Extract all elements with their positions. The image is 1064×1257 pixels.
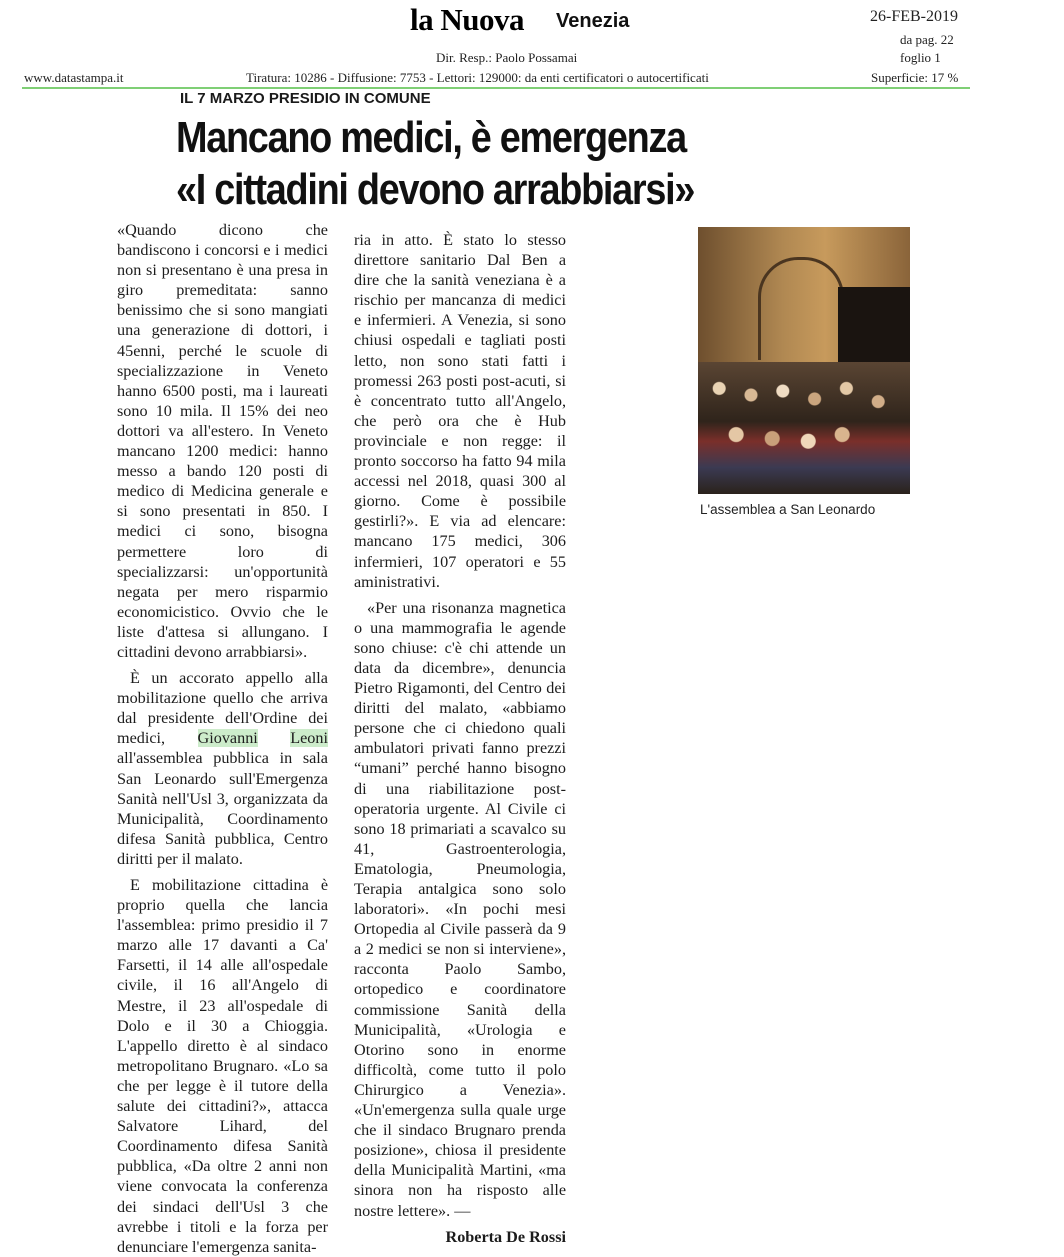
paragraph bbox=[117, 668, 328, 869]
photo-caption: L'assemblea a San Leonardo bbox=[700, 502, 876, 517]
text-run: all'assemblea pubblica in sala San Leonardo sull'Emergenza Sanità nell'Usl 3, organizzata da Municipalità, Coordinamento difesa Sanità pubblica, Centro diritti per il malato. bbox=[117, 749, 328, 868]
circulation-info: Tiratura: 10286 - Diffusione: 7753 - Lettori: 129000: da enti certificatori o autocertificati bbox=[246, 70, 709, 85]
paragraph: «Quando dicono che bandiscono i concorsi e i medici non si presentano è una presa in giro premeditata: sanno benissimo che si sono mangiati una generazione di dottori, i 45enni, perché le scuole di specializzazione in Veneto hanno 6500 posti, ma i laureati sono 10 mila. Il 15% dei neo dottori va all'estero. In Veneto mancano 1200 medici: hanno messo a bando 120 posti di medico di Medicina generale e si sono presentati in 850. I medici ci sono, bisogna permettere loro di specializzarsi: un'opportunità negata per mero risparmio economicistico. Ovvio che le liste d'attesa si allungano. I cittadini devono arrabbiarsi». bbox=[117, 221, 328, 661]
article-headline bbox=[176, 112, 795, 216]
photo-screen bbox=[838, 287, 910, 367]
edition-city: Venezia bbox=[556, 10, 630, 32]
article-column-2 bbox=[354, 230, 566, 1247]
highlighted-name-last[interactable]: Leoni bbox=[290, 729, 328, 748]
paragraph: «Per una risonanza magnetica o una mammografia le agende sono chiuse: c'è chi attende un data da dicembre», denuncia Pietro Rigamonti, del Centro dei diritti del malato, «abbiamo persone che ci chiedono quali ambulatori privati fanno prezzi “umani” perché hanno bisogno di una riabilitazione post-operatoria urgente. Al Civile ci sono 18 primariati a scavalco su 41, Gastroenterologia, Ematologia, Pneumologia, Terapia antalgica sono solo laboratori». «In pochi mesi Ortopedia al Civile passerà da 9 a 2 medici se non si interviene», racconta Paolo Sambo, ortopedico e coordinatore commissione Sanità della Municipalità, «Urologia e Otorino sono in enorme difficoltà, come tutto il polo Chirurgico a Venezia». «Un'emergenza sulla quale urge che il sindaco Brugnaro prenda posizione», chiosa il presidente della Municipalità Martini, «ma sinora non ha risposto alle nostre lettere». — bbox=[354, 598, 566, 1220]
page-number: da pag. 22 bbox=[900, 32, 954, 47]
article-byline: Roberta De Rossi bbox=[445, 1227, 566, 1246]
photo-crowd bbox=[698, 362, 910, 494]
paragraph: ria in atto. È stato lo stesso direttore sanitario Dal Ben a dire che la sanità veneziana è a rischio per mancanza di medici e infermieri. A Venezia, si sono chiusi ospedali e tagliati posti letto, non sono stati fatti i promessi 263 posti post-acuti, si è concentrato tutto all'Angelo, che però ora che è Hub provinciale e non regge: il pronto soccorso ha fatto 94 mila accessi nel 2018, quasi 300 al giorno. Come è possibile gestirli?». E via ad elencare: mancano 175 medici, 306 infermieri, 107 operatori e 55 aministrativi. bbox=[354, 231, 566, 591]
newspaper-logo: la Nuova bbox=[410, 2, 524, 37]
publication-date: 26-FEB-2019 bbox=[870, 8, 958, 25]
text-run: È un accorato appello alla mobilitazione quello che arriva dal presidente dell'Ordine dei medici, bbox=[117, 669, 328, 748]
assembly-photo bbox=[698, 227, 910, 494]
paragraph: E mobilitazione cittadina è proprio quella che lancia l'assemblea: primo presidio il 7 marzo alle 17 davanti a Ca' Farsetti, il 14 alle all'ospedale civile, il 16 all'Angelo di Mestre, il 23 all'ospedale di Dolo e il 30 a Chioggia. L'appello diretto è al sindaco metropolitano Brugnaro. «Lo sa che per legge è il tutore della salute dei cittadini?», attacca Salvatore Lihard, del Coordinamento difesa Sanità pubblica, «Da oltre 2 anni non viene convocata la conferenza dei sindaci dell'Usl 3 che avrebbe i titoli e la forza per denunciare l'emergenza sanita- bbox=[117, 876, 328, 1256]
sheet-number: foglio 1 bbox=[900, 50, 941, 65]
website-link[interactable]: www.datastampa.it bbox=[24, 70, 124, 85]
highlighted-name-first[interactable]: Giovanni bbox=[197, 729, 258, 748]
headline-line-1: Mancano medici, è emergenza bbox=[176, 113, 686, 162]
masthead-divider bbox=[22, 87, 970, 89]
photo-arch bbox=[758, 257, 844, 360]
article-column-1 bbox=[117, 220, 328, 1257]
director-line: Dir. Resp.: Paolo Possamai bbox=[436, 50, 578, 65]
headline-line-2: «I cittadini devono arrabbiarsi» bbox=[176, 165, 695, 214]
surface-info: Superficie: 17 % bbox=[871, 70, 959, 85]
article-kicker: IL 7 MARZO PRESIDIO IN COMUNE bbox=[180, 90, 431, 107]
